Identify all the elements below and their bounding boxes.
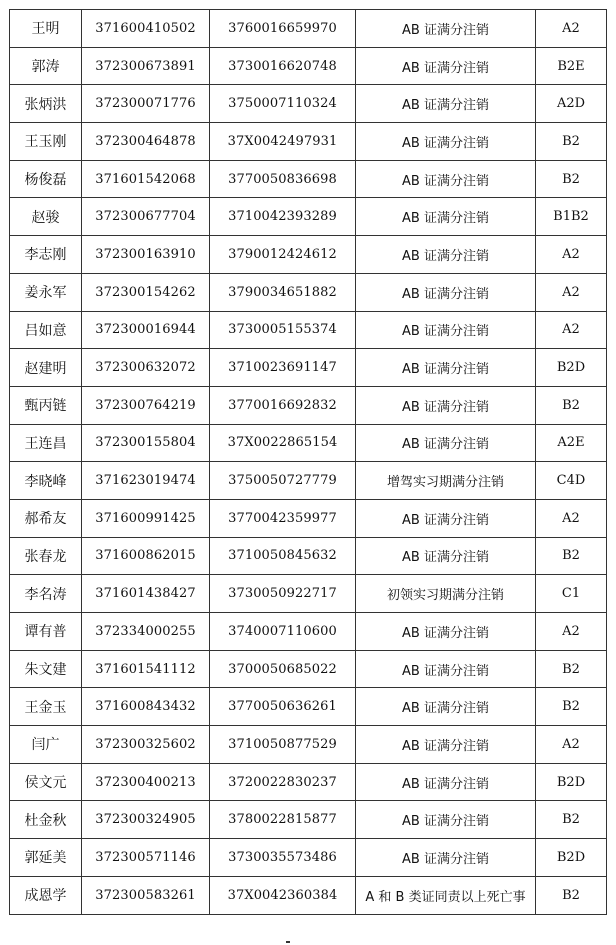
table-row (10, 198, 607, 236)
cell-id-number: 371600862015 (82, 537, 210, 575)
cell-id-number: 371601542068 (82, 160, 210, 198)
cell-reason: AB 证满分注销 (356, 499, 536, 537)
cell-id-number: 372300154262 (82, 273, 210, 311)
cell-reason: AB 证满分注销 (356, 424, 536, 462)
cell-name: 侯文元 (10, 763, 82, 801)
table-row (10, 575, 607, 613)
cell-license-number: 3730050922717 (210, 575, 356, 613)
table-row (10, 424, 607, 462)
cell-id-number: 371601438427 (82, 575, 210, 613)
cell-vehicle-class: B2 (536, 801, 607, 839)
cell-license-number: 3790012424612 (210, 236, 356, 274)
cell-reason: AB 证满分注销 (356, 10, 536, 48)
cell-reason: AB 证满分注销 (356, 688, 536, 726)
cell-license-number: 3770016692832 (210, 386, 356, 424)
cell-reason: AB 证满分注销 (356, 311, 536, 349)
cell-name: 王明 (10, 10, 82, 48)
cell-vehicle-class: B2 (536, 876, 607, 914)
cell-license-number: 3760016659970 (210, 10, 356, 48)
cell-id-number: 372300673891 (82, 47, 210, 85)
cell-name: 张炳洪 (10, 85, 82, 123)
cell-id-number: 372300400213 (82, 763, 210, 801)
cell-reason: AB 证满分注销 (356, 537, 536, 575)
cell-license-number: 3790034651882 (210, 273, 356, 311)
cell-license-number: 3710050877529 (210, 726, 356, 764)
cell-id-number: 372300324905 (82, 801, 210, 839)
cell-id-number: 372300764219 (82, 386, 210, 424)
cell-name: 闫广 (10, 726, 82, 764)
cell-id-number: 371600410502 (82, 10, 210, 48)
cell-id-number: 372300632072 (82, 349, 210, 387)
table-row (10, 386, 607, 424)
cell-vehicle-class: B2 (536, 688, 607, 726)
cell-vehicle-class: A2D (536, 85, 607, 123)
cell-id-number: 372300464878 (82, 123, 210, 161)
cell-license-number: 3730016620748 (210, 47, 356, 85)
cell-id-number: 372300677704 (82, 198, 210, 236)
cell-license-number: 3780022815877 (210, 801, 356, 839)
cell-vehicle-class: A2 (536, 10, 607, 48)
cell-name: 李名涛 (10, 575, 82, 613)
cell-license-number: 3730005155374 (210, 311, 356, 349)
table-row (10, 499, 607, 537)
table-row (10, 311, 607, 349)
cell-id-number: 372300583261 (82, 876, 210, 914)
cell-license-number: 37X0042360384 (210, 876, 356, 914)
cell-vehicle-class: A2 (536, 311, 607, 349)
cell-license-number: 37X0022865154 (210, 424, 356, 462)
table-row (10, 763, 607, 801)
table-row (10, 123, 607, 161)
table-row (10, 47, 607, 85)
cell-license-number: 3710042393289 (210, 198, 356, 236)
page-mark (286, 941, 290, 943)
cell-name: 郭延美 (10, 839, 82, 877)
cell-vehicle-class: B2D (536, 763, 607, 801)
cell-vehicle-class: A2E (536, 424, 607, 462)
cell-reason: AB 证满分注销 (356, 839, 536, 877)
cell-reason: AB 证满分注销 (356, 160, 536, 198)
table-row (10, 10, 607, 48)
cell-vehicle-class: C4D (536, 462, 607, 500)
cell-vehicle-class: A2 (536, 236, 607, 274)
cell-reason: 增驾实习期满分注销 (356, 462, 536, 500)
cell-license-number: 3770042359977 (210, 499, 356, 537)
cell-name: 赵骏 (10, 198, 82, 236)
cell-id-number: 372300325602 (82, 726, 210, 764)
cell-vehicle-class: B2 (536, 650, 607, 688)
cell-vehicle-class: B2 (536, 123, 607, 161)
table-row (10, 876, 607, 914)
cell-id-number: 371623019474 (82, 462, 210, 500)
table-row (10, 688, 607, 726)
cell-name: 杜金秋 (10, 801, 82, 839)
table-row (10, 349, 607, 387)
license-cancellation-table (9, 9, 607, 915)
cell-name: 王玉刚 (10, 123, 82, 161)
cell-name: 王金玉 (10, 688, 82, 726)
cell-license-number: 3710050845632 (210, 537, 356, 575)
cell-vehicle-class: B2D (536, 349, 607, 387)
cell-license-number: 3700050685022 (210, 650, 356, 688)
cell-vehicle-class: C1 (536, 575, 607, 613)
cell-vehicle-class: B2D (536, 839, 607, 877)
cell-reason: AB 证满分注销 (356, 801, 536, 839)
cell-reason: AB 证满分注销 (356, 726, 536, 764)
cell-vehicle-class: B2E (536, 47, 607, 85)
cell-reason: AB 证满分注销 (356, 47, 536, 85)
cell-vehicle-class: A2 (536, 613, 607, 651)
cell-name: 姜永军 (10, 273, 82, 311)
cell-license-number: 3750050727779 (210, 462, 356, 500)
cell-reason: AB 证满分注销 (356, 198, 536, 236)
cell-name: 郝希友 (10, 499, 82, 537)
cell-id-number: 371600843432 (82, 688, 210, 726)
cell-license-number: 3710023691147 (210, 349, 356, 387)
cell-reason: AB 证满分注销 (356, 650, 536, 688)
table-row (10, 273, 607, 311)
cell-id-number: 372300163910 (82, 236, 210, 274)
cell-reason: AB 证满分注销 (356, 123, 536, 161)
cell-vehicle-class: B2 (536, 537, 607, 575)
cell-name: 李志刚 (10, 236, 82, 274)
table-row (10, 613, 607, 651)
cell-vehicle-class: B1B2 (536, 198, 607, 236)
cell-license-number: 3730035573486 (210, 839, 356, 877)
cell-name: 朱文建 (10, 650, 82, 688)
table-row (10, 537, 607, 575)
cell-name: 郭涛 (10, 47, 82, 85)
cell-license-number: 3720022830237 (210, 763, 356, 801)
cell-name: 赵建明 (10, 349, 82, 387)
cell-reason: AB 证满分注销 (356, 236, 536, 274)
cell-license-number: 3770050836698 (210, 160, 356, 198)
cell-reason: AB 证满分注销 (356, 273, 536, 311)
table-row (10, 160, 607, 198)
cell-name: 甄丙链 (10, 386, 82, 424)
cell-license-number: 3750007110324 (210, 85, 356, 123)
cell-id-number: 371600991425 (82, 499, 210, 537)
table-row (10, 462, 607, 500)
cell-license-number: 37X0042497931 (210, 123, 356, 161)
cell-reason: AB 证满分注销 (356, 386, 536, 424)
cell-id-number: 372300571146 (82, 839, 210, 877)
table-row (10, 839, 607, 877)
cell-name: 李晓峰 (10, 462, 82, 500)
table-row (10, 650, 607, 688)
table-row (10, 801, 607, 839)
table-row (10, 85, 607, 123)
cell-id-number: 372300155804 (82, 424, 210, 462)
cell-name: 谭有普 (10, 613, 82, 651)
cell-reason: 初领实习期满分注销 (356, 575, 536, 613)
cell-name: 吕如意 (10, 311, 82, 349)
cell-id-number: 372334000255 (82, 613, 210, 651)
cell-reason: AB 证满分注销 (356, 763, 536, 801)
cell-vehicle-class: B2 (536, 160, 607, 198)
table-row (10, 726, 607, 764)
cell-reason: AB 证满分注销 (356, 613, 536, 651)
cell-license-number: 3740007110600 (210, 613, 356, 651)
cell-reason: A 和 B 类证同责以上死亡事 (356, 876, 536, 914)
cell-vehicle-class: A2 (536, 499, 607, 537)
table-body (10, 10, 607, 915)
cell-vehicle-class: B2 (536, 386, 607, 424)
cell-id-number: 372300071776 (82, 85, 210, 123)
cell-vehicle-class: A2 (536, 273, 607, 311)
cell-name: 张春龙 (10, 537, 82, 575)
cell-name: 成恩学 (10, 876, 82, 914)
cell-license-number: 3770050636261 (210, 688, 356, 726)
cell-id-number: 372300016944 (82, 311, 210, 349)
cell-reason: AB 证满分注销 (356, 349, 536, 387)
cell-name: 王连昌 (10, 424, 82, 462)
table-row (10, 236, 607, 274)
cell-vehicle-class: A2 (536, 726, 607, 764)
cell-id-number: 371601541112 (82, 650, 210, 688)
cell-name: 杨俊磊 (10, 160, 82, 198)
cell-reason: AB 证满分注销 (356, 85, 536, 123)
